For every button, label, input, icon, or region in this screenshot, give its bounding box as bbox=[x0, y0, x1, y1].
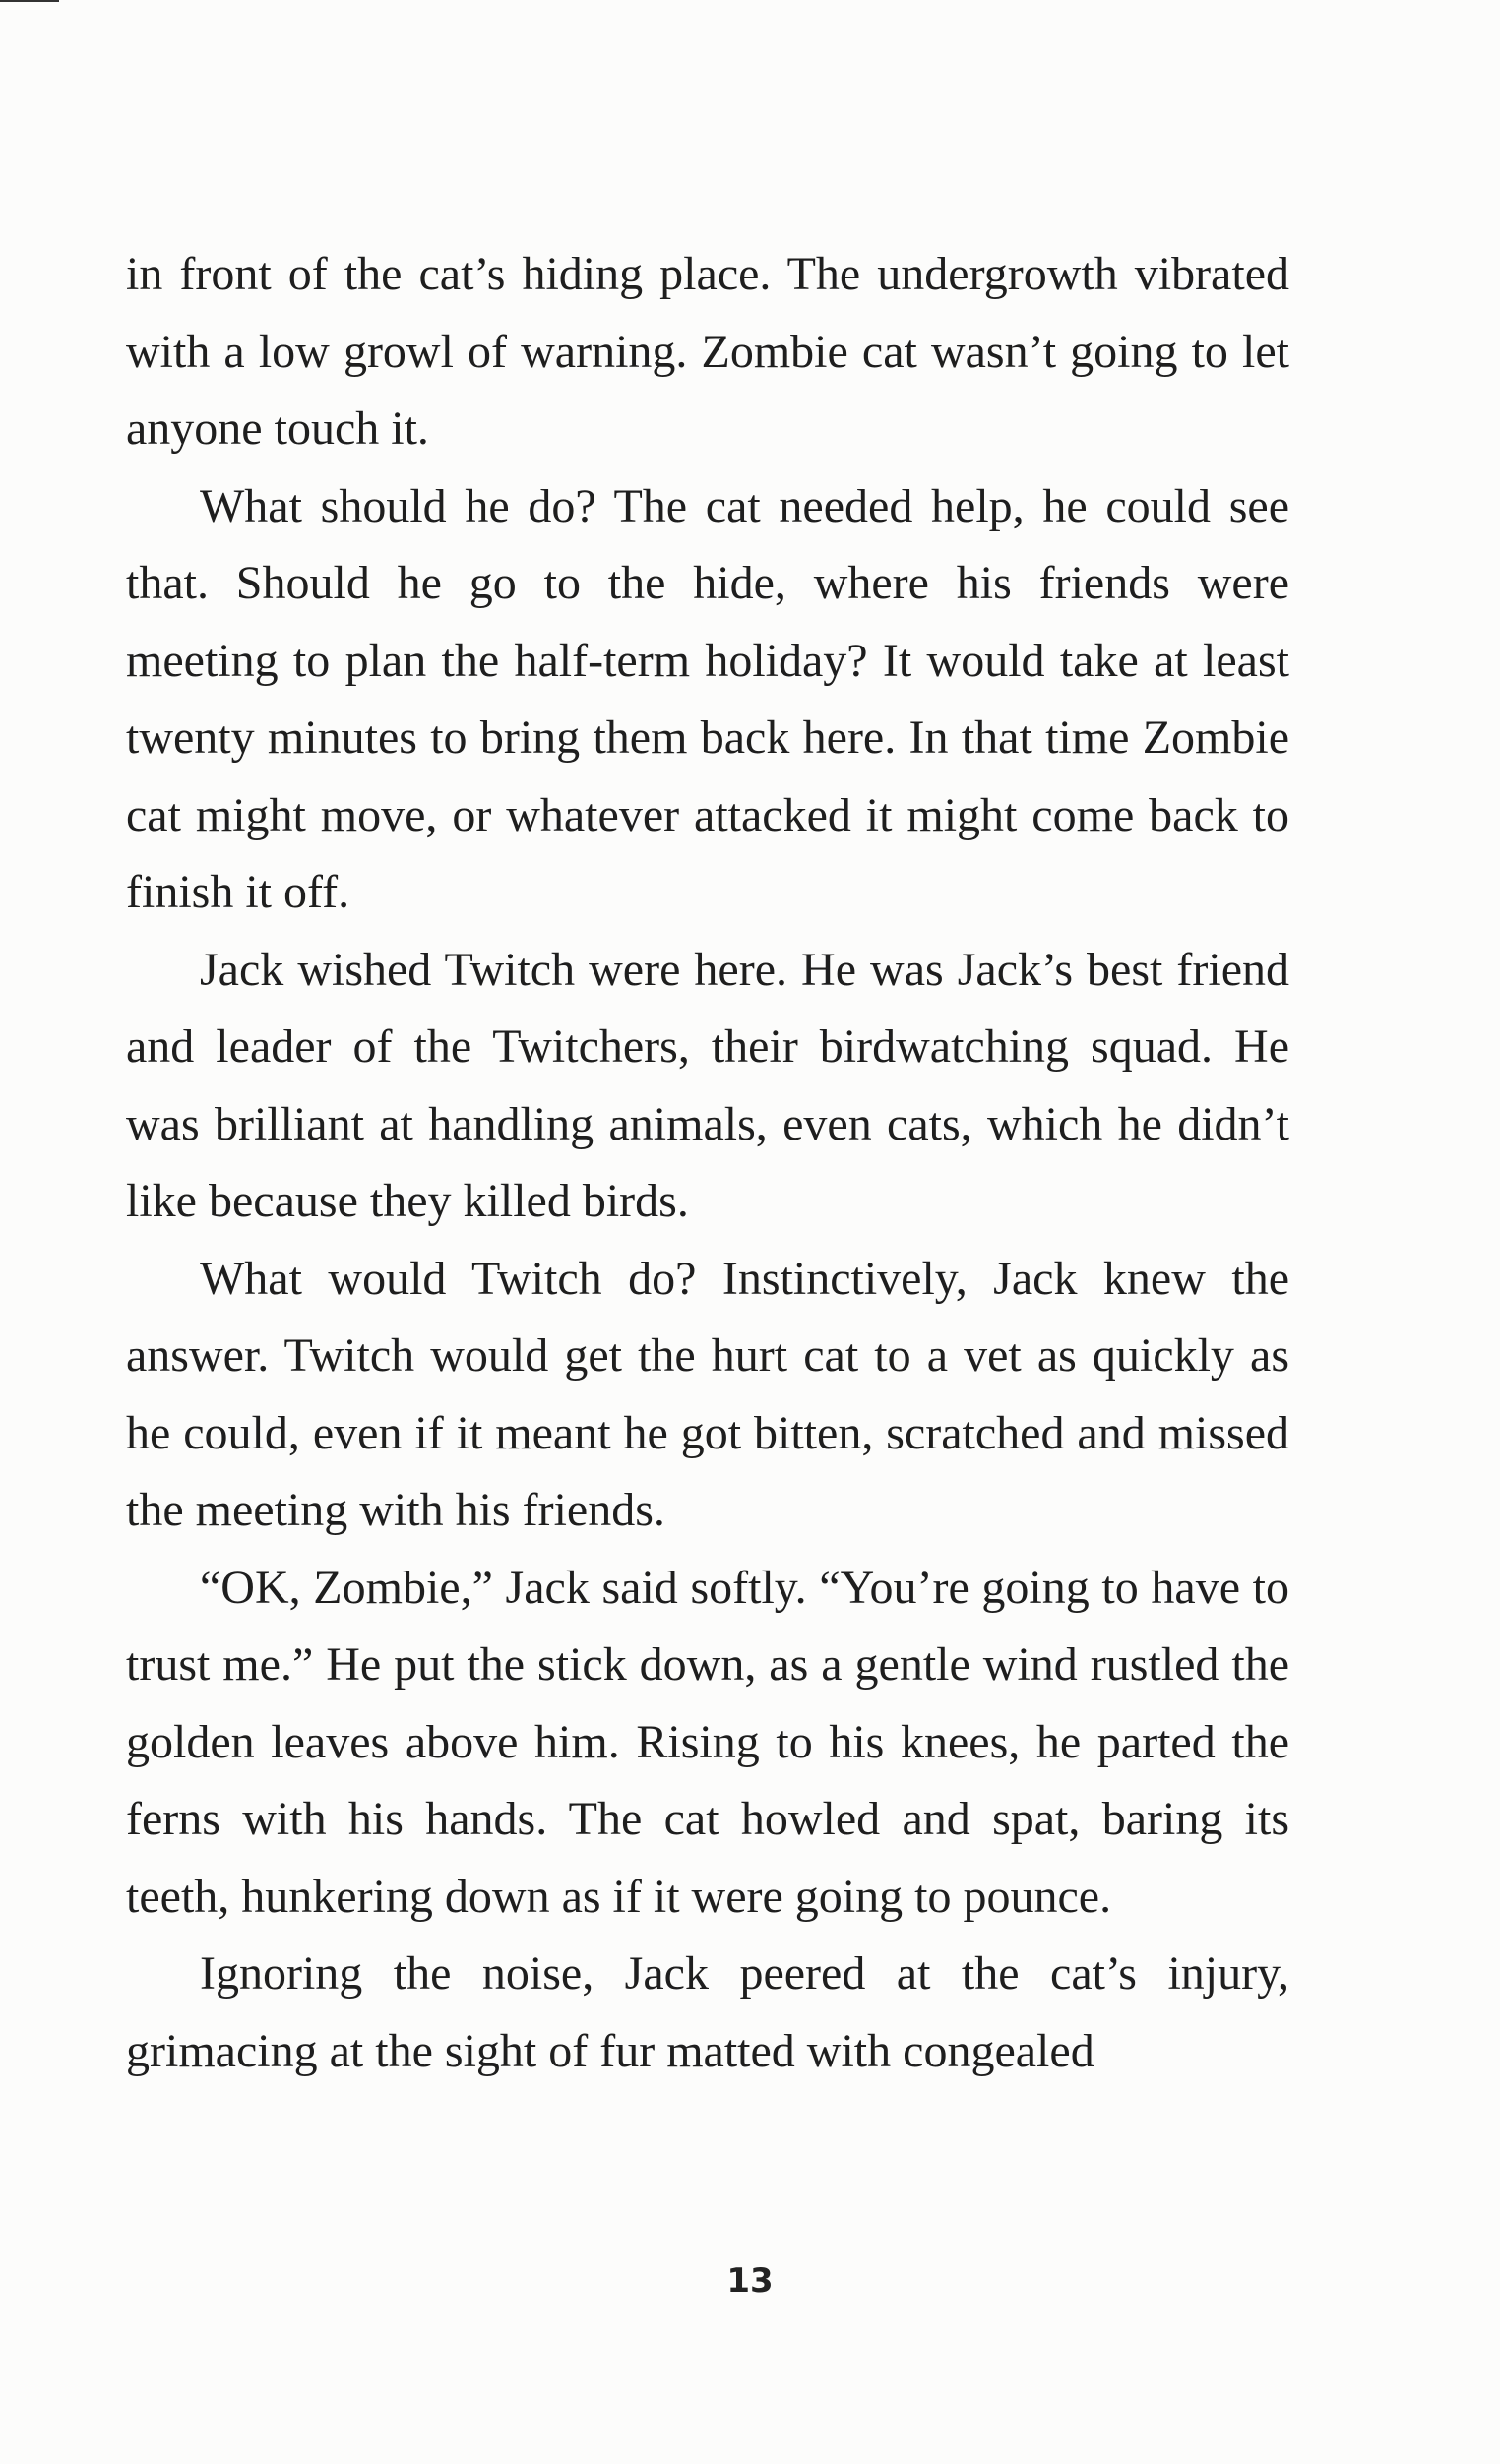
paragraph: What should he do? The cat needed help, he could see that. Should he go to the hide, where his friends were meeting to plan the half-term holiday? It would take at least twenty minutes to bring them back here. In that time Zombie cat might move, or whatever attacked it might come back to finish it off. bbox=[126, 479, 1289, 918]
paragraph: What would Twitch do? Instinctively, Jack knew the answer. Twitch would get the hurt cat to a vet as quickly as he could, even if it meant he got bitten, scratched and missed the meeting with his friends. bbox=[126, 1252, 1289, 1536]
page-number: 13 bbox=[726, 2261, 774, 2301]
paragraph: in front of the cat’s hiding place. The undergrowth vibrated with a low growl of warning. Zombie cat wasn’t going to let anyone touch it. bbox=[126, 248, 1289, 455]
paragraph: “OK, Zombie,” Jack said softly. “You’re going to have to trust me.” He put the stick down, as a gentle wind rustled the golden leaves above him. Rising to his knees, he parted the ferns with his hands. The cat howled and spat, baring its teeth, hunkering down as if it were going to pounce. bbox=[126, 1561, 1289, 1923]
paragraph: Ignoring the noise, Jack peered at the cat’s injury, grimacing at the sight of fur matted with congealed bbox=[126, 1947, 1289, 2077]
body-text bbox=[126, 236, 1289, 2090]
paragraph: Jack wished Twitch were here. He was Jack’s best friend and leader of the Twitchers, their birdwatching squad. He was brilliant at handling animals, even cats, which he didn’t like because they killed birds. bbox=[126, 943, 1289, 1227]
scan-edge-mark bbox=[0, 0, 59, 2]
